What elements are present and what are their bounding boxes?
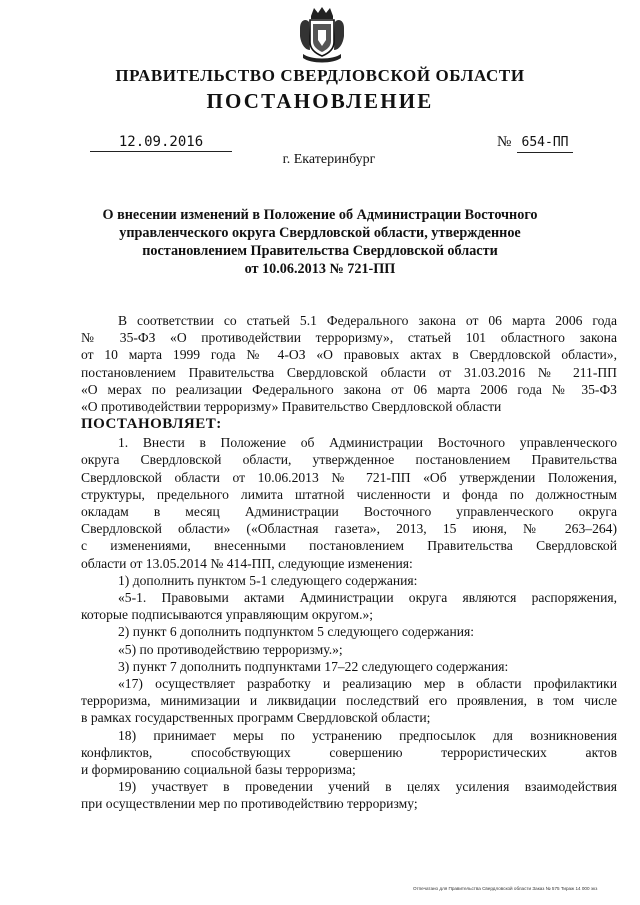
text-line: «О противодействии терроризму» Правительство Свердловской области	[81, 399, 502, 415]
text-line: В соответствии со статьей 5.1 Федерального закона от 06 марта 2006 года	[118, 313, 617, 328]
subitem-heading: 1) дополнить пунктом 5-1 следующего содержания:	[118, 572, 418, 588]
text-line: терроризма, минимизации и ликвидации последствий его проявления, в том числе	[81, 693, 617, 709]
text-line: «5-1. Правовыми актами Администрации округа являются распоряжения,	[118, 590, 617, 606]
text-line: окладам в месяц Администрации Восточного управленческого округа	[81, 504, 617, 520]
city: г. Екатеринбург	[282, 152, 376, 167]
text-line: которые подписываются управляющим округом.»;	[81, 607, 374, 623]
text-line: Свердловской области от 10.06.2013 № 721-ПП «Об утверждении Положения,	[81, 469, 617, 485]
subitem-1	[81, 572, 617, 624]
print-footer: Отпечатано для Правительства Свердловской области Заказ № 575 Тираж 14 000 экз	[413, 886, 598, 891]
document-type: ПОСТАНОВЛЕНИЕ	[206, 89, 434, 113]
text-line: округа Свердловской области, утвержденное постановлением Правительства	[81, 452, 617, 468]
text-line: «5) по противодействию терроризму.»;	[118, 641, 343, 657]
text-line: № 35-ФЗ «О противодействии терроризму», статьей 101 областного закона	[81, 330, 617, 346]
resolves-heading: ПОСТАНОВЛЯЕТ:	[81, 416, 222, 433]
text-line: от 10 марта 1999 года № 4-ОЗ «О правовых актах в Свердловской области»,	[81, 347, 617, 363]
government-name: ПРАВИТЕЛЬСТВО СВЕРДЛОВСКОЙ ОБЛАСТИ	[115, 66, 525, 85]
text-line: 1. Внести в Положение об Администрации Восточного управленческого	[118, 435, 617, 451]
title-line: О внесении изменений в Положение об Администрации Восточного	[102, 207, 538, 223]
text-line: с изменениями, внесенными постановлением Правительства Свердловской	[81, 538, 617, 554]
title-line: постановлением Правительства Свердловской области	[142, 243, 498, 259]
preamble	[81, 312, 617, 415]
text-line: структуры, предельного лимита штатной численности и фонда по должностным	[81, 486, 617, 502]
text-line: 18) принимает меры по устранению предпосылок для возникновения	[118, 727, 617, 743]
text-line: постановлением Правительства Свердловской области от 31.03.2016 № 211-ПП	[81, 364, 617, 380]
number-sign: №	[497, 134, 512, 150]
text-line: «17) осуществляет разработку и реализацию мер в области профилактики	[118, 676, 617, 692]
document-body	[81, 312, 617, 813]
title-line: управленческого округа Свердловской области, утвержденное	[119, 225, 521, 241]
text-line: 19) участвует в проведении учений в целях усиления взаимодействия	[118, 779, 617, 795]
coat-of-arms-icon	[297, 6, 347, 64]
text-line: при осуществлении мер по противодействию терроризму;	[81, 796, 418, 812]
item-1	[81, 434, 617, 572]
decree-title	[70, 206, 570, 278]
text-line: Свердловской области» («Областная газета», 2013, 15 июня, № 263–264)	[81, 521, 617, 537]
subitem-2	[81, 623, 617, 657]
subitem-heading: 3) пункт 7 дополнить подпунктами 17–22 следующего содержания:	[118, 658, 509, 674]
text-line: в рамках государственных программ Свердловской области;	[81, 710, 431, 726]
text-line: и формированию социальной базы терроризма;	[81, 762, 356, 778]
subitem-3	[81, 658, 617, 813]
text-line: «О мерах по реализации Федерального закона от 06 марта 2006 года № 35-ФЗ	[81, 381, 617, 397]
decree-number	[497, 133, 573, 151]
decree-date: 12.09.2016	[90, 133, 232, 152]
number-value: 654-ПП	[517, 134, 573, 153]
text-line: конфликтов, способствующих совершению террористических актов	[81, 744, 617, 760]
text-line: области от 13.05.2014 № 414-ПП, следующие изменения:	[81, 555, 413, 571]
subitem-heading: 2) пункт 6 дополнить подпунктом 5 следующего содержания:	[118, 624, 475, 640]
title-line: от 10.06.2013 № 721-ПП	[244, 261, 396, 277]
